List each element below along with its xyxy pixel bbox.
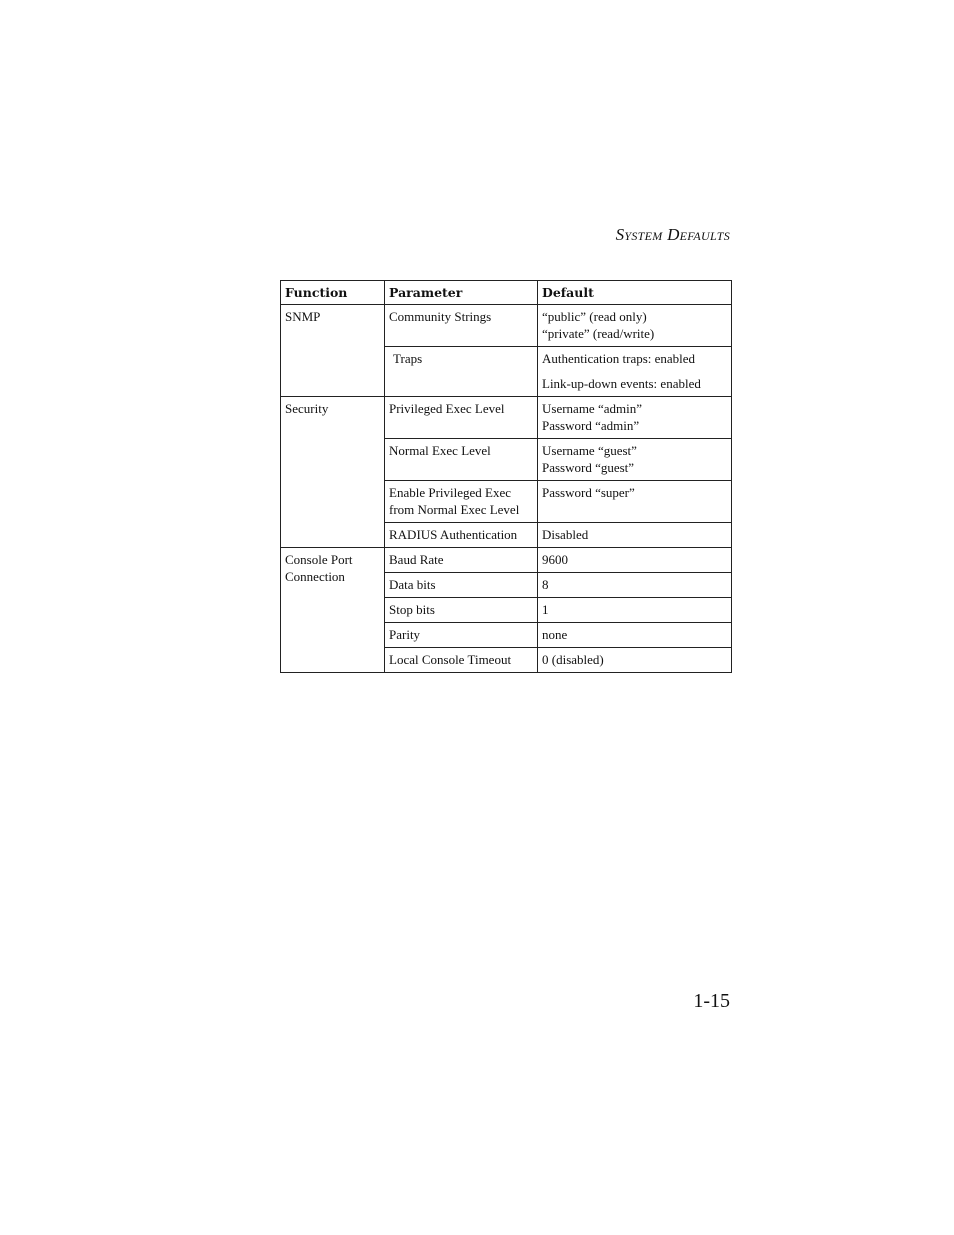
parameter-cell bbox=[385, 548, 538, 573]
parameter-cell bbox=[385, 305, 538, 347]
parameter-cell bbox=[385, 573, 538, 598]
parameter-label: Privileged Exec Level bbox=[389, 401, 505, 416]
parameter-label: Stop bits bbox=[389, 602, 435, 617]
parameter-label: Local Console Timeout bbox=[389, 652, 512, 667]
default-value: 1 bbox=[542, 602, 549, 617]
parameter-label: RADIUS Authentication bbox=[389, 527, 518, 542]
parameter-label: Community Strings bbox=[389, 309, 492, 324]
function-label: Console Port bbox=[285, 552, 353, 567]
parameter-label: Baud Rate bbox=[389, 552, 444, 567]
column-header-function: Function bbox=[281, 281, 385, 305]
table-row bbox=[281, 397, 732, 439]
function-cell-console bbox=[281, 548, 385, 673]
function-label: Connection bbox=[285, 569, 345, 584]
default-cell bbox=[538, 623, 732, 648]
default-value: Disabled bbox=[542, 527, 589, 542]
system-defaults-table bbox=[280, 280, 732, 673]
column-header-default: Default bbox=[538, 281, 732, 305]
function-label: Security bbox=[285, 401, 329, 416]
function-cell-snmp bbox=[281, 305, 385, 397]
table-row bbox=[281, 305, 732, 347]
page-number: 1-15 bbox=[693, 990, 730, 1012]
parameter-label: from Normal Exec Level bbox=[389, 502, 520, 517]
default-value: Password “super” bbox=[542, 485, 635, 500]
default-value: Authentication traps: enabled bbox=[542, 351, 696, 366]
default-value: 9600 bbox=[542, 552, 568, 567]
parameter-cell bbox=[385, 598, 538, 623]
default-value: Password “guest” bbox=[542, 460, 635, 475]
default-cell bbox=[538, 573, 732, 598]
parameter-label: Traps bbox=[393, 351, 423, 366]
default-value: none bbox=[542, 627, 568, 642]
parameter-cell bbox=[385, 439, 538, 481]
column-header-parameter: Parameter bbox=[385, 281, 538, 305]
default-value: “public” (read only) bbox=[542, 309, 647, 324]
parameter-cell bbox=[385, 623, 538, 648]
parameter-cell bbox=[385, 523, 538, 548]
default-cell bbox=[538, 648, 732, 673]
default-cell bbox=[538, 481, 732, 523]
default-value: Username “guest” bbox=[542, 443, 637, 458]
default-value: Username “admin” bbox=[542, 401, 642, 416]
default-cell bbox=[538, 347, 732, 397]
default-cell bbox=[538, 548, 732, 573]
table-row bbox=[281, 548, 732, 573]
parameter-cell bbox=[385, 397, 538, 439]
default-cell bbox=[538, 397, 732, 439]
parameter-cell bbox=[385, 648, 538, 673]
parameter-label: Data bits bbox=[389, 577, 436, 592]
function-cell-security bbox=[281, 397, 385, 548]
table-header-row bbox=[281, 281, 732, 305]
default-value: Password “admin” bbox=[542, 418, 640, 433]
parameter-cell bbox=[385, 481, 538, 523]
running-header: System Defaults bbox=[615, 225, 730, 244]
parameter-label: Normal Exec Level bbox=[389, 443, 491, 458]
default-value: “private” (read/write) bbox=[542, 326, 655, 341]
parameter-label: Parity bbox=[389, 627, 421, 642]
default-cell bbox=[538, 439, 732, 481]
parameter-cell bbox=[385, 347, 538, 397]
default-cell bbox=[538, 523, 732, 548]
parameter-label: Enable Privileged Exec bbox=[389, 485, 512, 500]
default-cell bbox=[538, 598, 732, 623]
function-label: SNMP bbox=[285, 309, 321, 324]
default-value: Link-up-down events: enabled bbox=[542, 376, 701, 391]
default-value: 0 (disabled) bbox=[542, 652, 604, 667]
default-value: 8 bbox=[542, 577, 549, 592]
default-cell bbox=[538, 305, 732, 347]
